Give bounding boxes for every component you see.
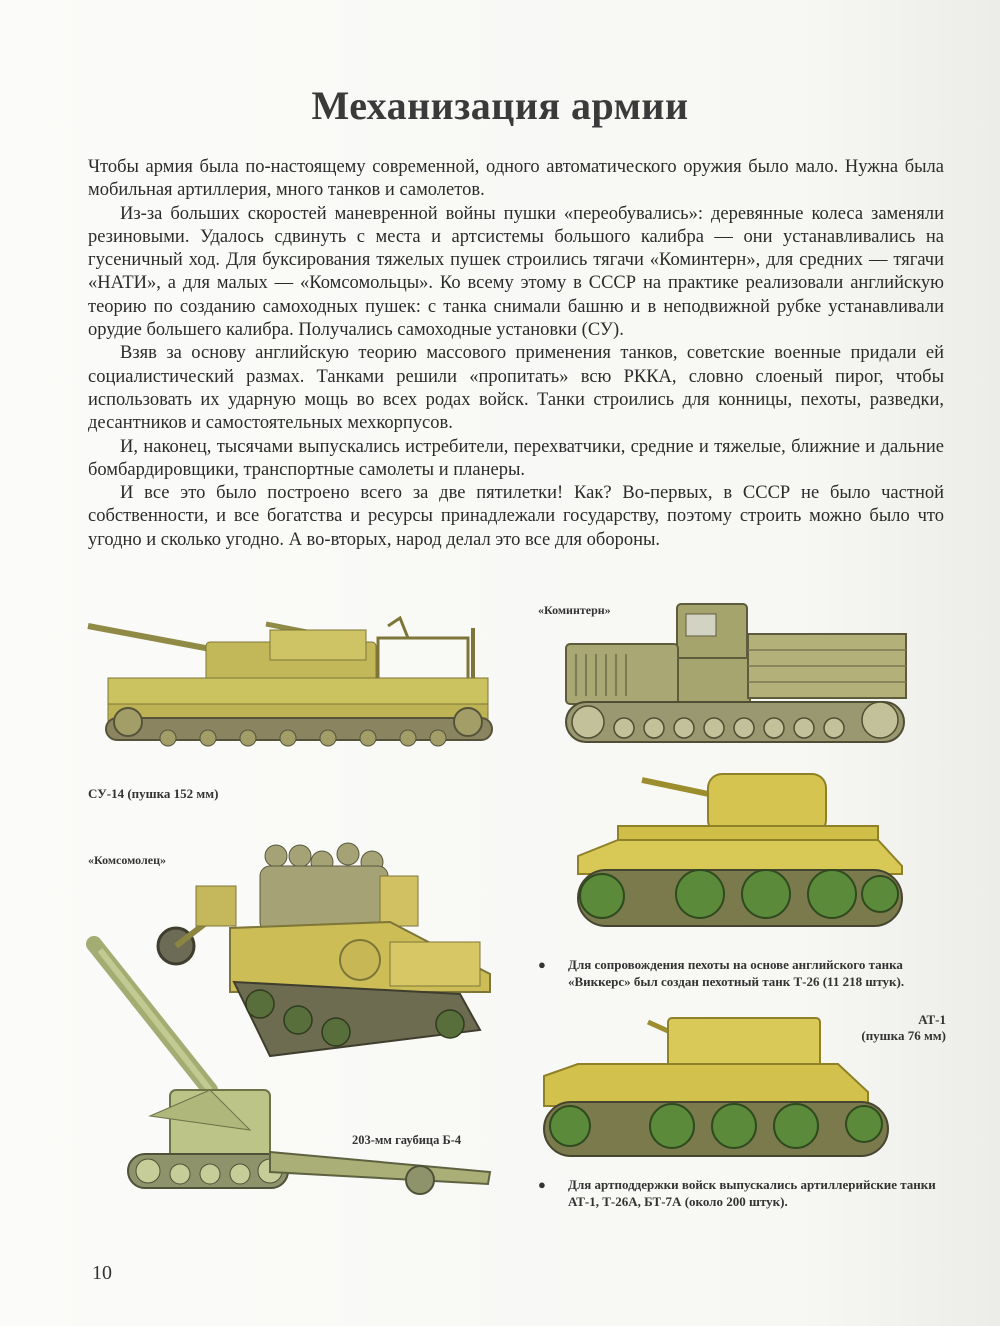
at1-gun: (пушка 76 мм) <box>861 1028 946 1043</box>
page-number: 10 <box>92 1262 112 1284</box>
t26-caption-text: Для сопровождения пехоты на основе английского танка «Виккерс» был создан пехотный танк Т-26 (11 218 штук). <box>568 957 905 989</box>
paragraph: Из-за больших скоростей маневренной войны пушки «переобувались»: деревянные колеса заменяли резиновыми. Удалось сдвинуть с места и артсистемы большого калибра — они устанавливались на гусеничный ход. Для буксирования тяжелых пушек строились тягачи «Коминтерн», для средних — тягачи «НАТИ», а для малых — «Комсомольцы». Ко всему этому в СССР на практике реализовали английскую теорию по созданию самоходных пушек: с танка снимали башню и в неподвижной рубке устанавливали орудие большего калибра. Получались самоходные установки (СУ). <box>88 203 944 341</box>
komintern-caption: «Коминтерн» <box>538 603 611 617</box>
paragraph: И, наконец, тысячами выпускались истребители, перехватчики, средние и тяжелые, ближние и дальние бомбардировщики, транспортные самолеты и планеры. <box>88 436 944 480</box>
paragraph: Взяв за основу английскую теорию массового применения танков, советские военные придали ей социалистический размах. Танками решили «пропитать» всю РККА, словно слоеный пирог, чтобы использовать их ударную мощь во всех родах войск. Танки строились для конницы, пехоты, разведки, десантников и самостоятельных мехкорпусов. <box>88 343 944 434</box>
komintern-illustration <box>562 598 912 748</box>
bullet-icon: ● <box>538 1177 546 1192</box>
artillery-caption-text: Для артподдержки войск выпускались артиллерийские танки АТ-1, Т-26А, БТ-7А (около 200 штук). <box>568 1177 936 1209</box>
su14-illustration <box>88 608 498 758</box>
t26-caption <box>538 956 946 990</box>
artillery-caption <box>538 1176 946 1210</box>
page-title: Механизация армии <box>311 83 689 128</box>
b4-caption: 203-мм гаубица Б-4 <box>352 1133 462 1147</box>
at1-title: АТ-1 <box>918 1012 946 1027</box>
paragraph: Чтобы армия была по-настоящему современной, одного автоматического оружия было мало. Нужна была мобильная артиллерия, много танков и самолетов. <box>88 157 944 201</box>
t26-illustration <box>568 770 908 940</box>
paragraph: И все это было построено всего за две пятилетки! Как? Во-первых, в СССР не было частной собственности, и все богатства и ресурсы принадлежали государству, поэтому строить можно было что угодно и сколько угодно. А во-вторых, народ делал это все для обороны. <box>88 483 944 550</box>
su14-caption: СУ-14 (пушка 152 мм) <box>88 786 219 801</box>
komsomolets-caption: «Комсомолец» <box>88 853 166 867</box>
at1-illustration <box>538 1010 894 1170</box>
b4-illustration <box>90 940 500 1210</box>
body-text <box>88 156 944 552</box>
bullet-icon: ● <box>538 957 546 972</box>
